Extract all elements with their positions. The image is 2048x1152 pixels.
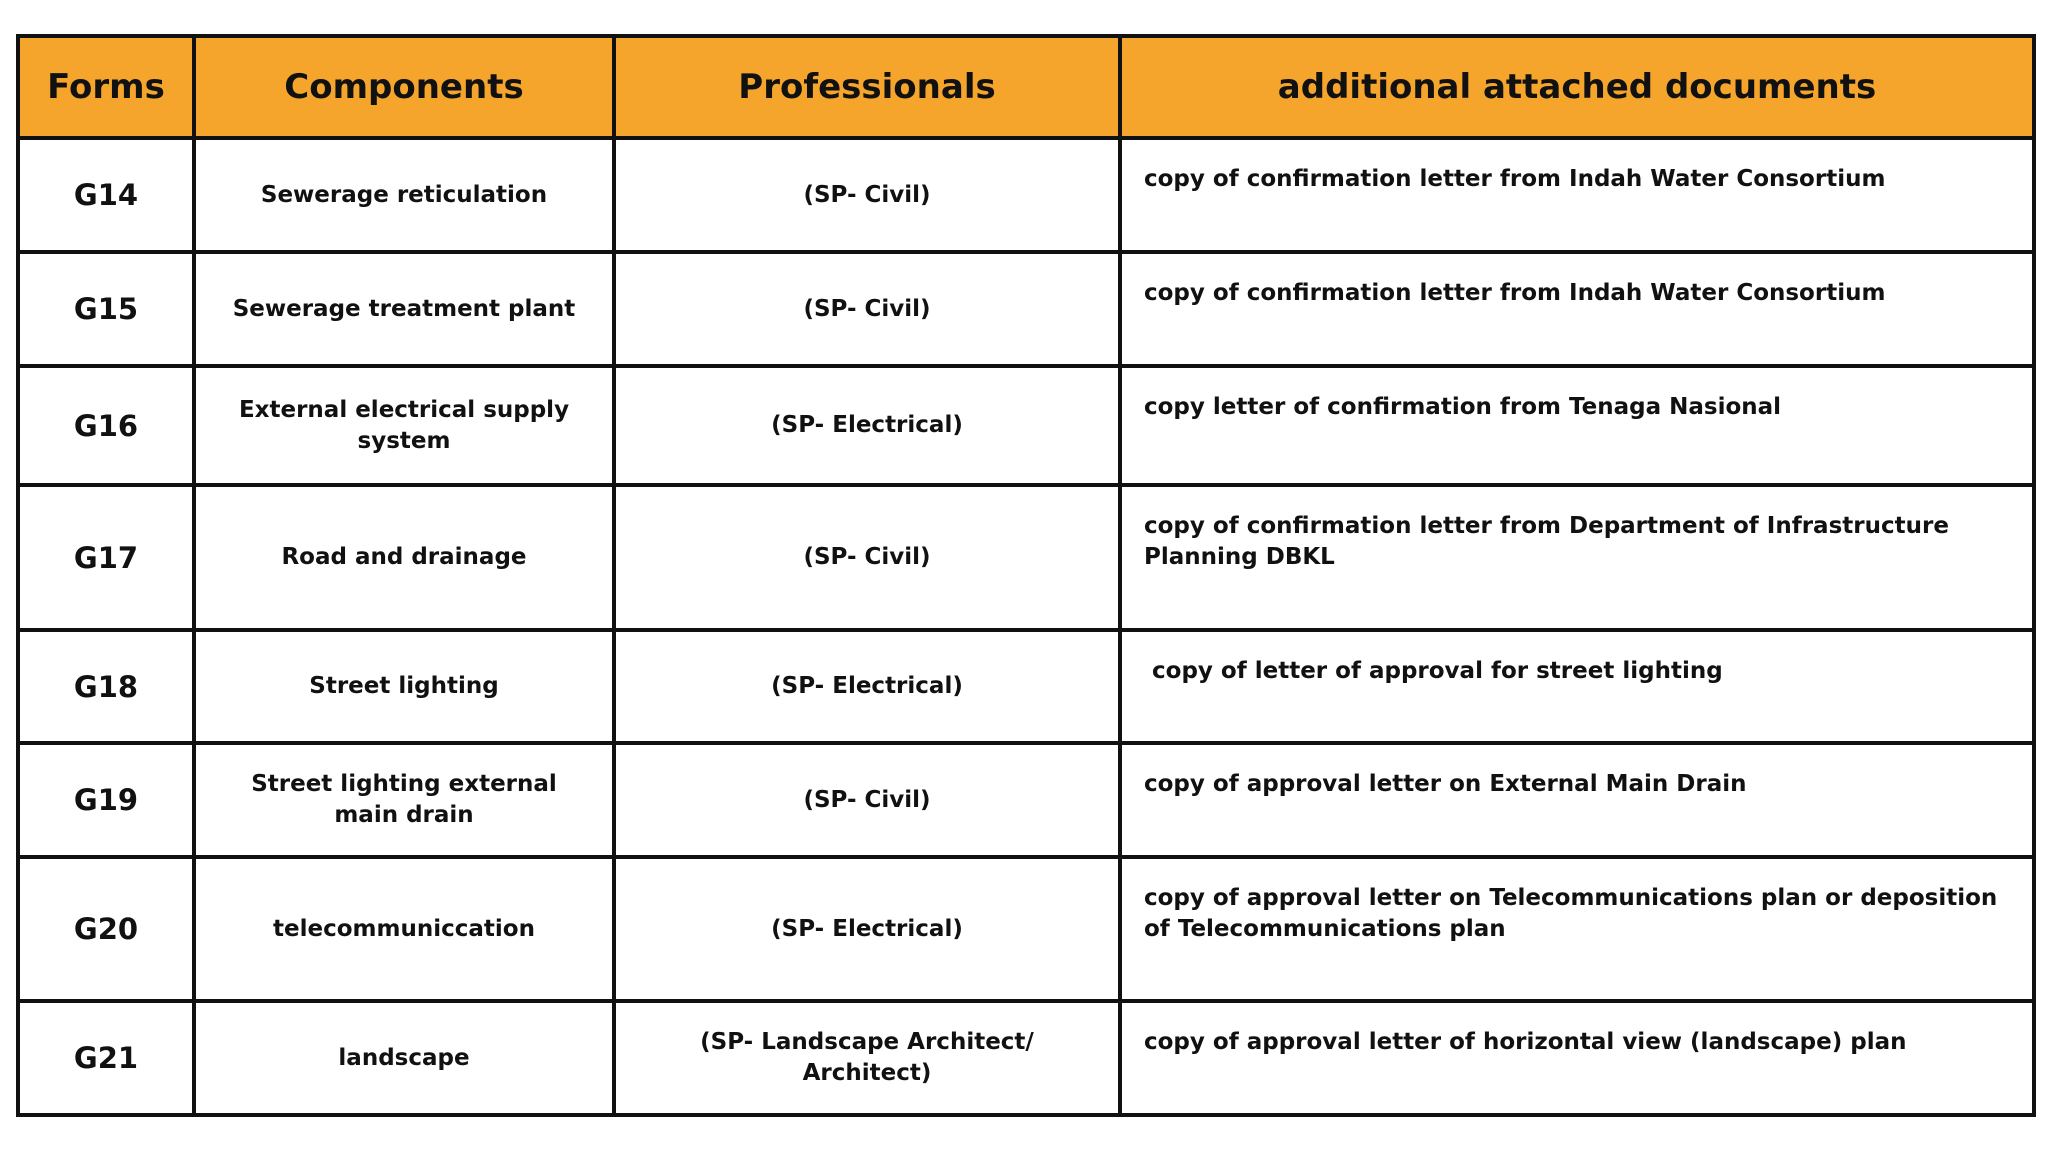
document-cell: copy of confirmation letter from Indah Water Consortium [1120,138,2034,252]
header-row [18,36,2034,138]
component-cell: External electrical supply system [194,366,614,485]
table-header [18,36,2034,138]
form-code-cell: G19 [18,743,194,857]
document-cell: copy of confirmation letter from Department of Infrastructure Planning DBKL [1120,485,2034,630]
table-row [18,485,2034,630]
table-row [18,252,2034,366]
document-cell: copy of approval letter on Telecommunications plan or deposition of Telecommunications plan [1120,857,2034,1001]
component-cell: telecommuniccation [194,857,614,1001]
professional-cell: (SP- Civil) [614,252,1120,366]
professional-cell: (SP- Electrical) [614,630,1120,743]
form-code-cell: G18 [18,630,194,743]
table-row [18,138,2034,252]
table-row [18,743,2034,857]
form-code-cell: G14 [18,138,194,252]
header-forms: Forms [18,36,194,138]
table-row [18,630,2034,743]
document-cell: copy of confirmation letter from Indah Water Consortium [1120,252,2034,366]
document-cell: copy of approval letter of horizontal view (landscape) plan [1120,1001,2034,1115]
professional-cell: (SP- Civil) [614,743,1120,857]
component-cell: Sewerage treatment plant [194,252,614,366]
document-cell: copy letter of confirmation from Tenaga Nasional [1120,366,2034,485]
form-code-cell: G21 [18,1001,194,1115]
form-code-cell: G17 [18,485,194,630]
professional-cell: (SP- Landscape Architect/ Architect) [614,1001,1120,1115]
header-professionals: Professionals [614,36,1120,138]
component-cell: Road and drainage [194,485,614,630]
form-code-cell: G20 [18,857,194,1001]
professional-cell: (SP- Civil) [614,138,1120,252]
component-cell: Street lighting external main drain [194,743,614,857]
component-cell: Sewerage reticulation [194,138,614,252]
professional-cell: (SP- Electrical) [614,366,1120,485]
table-row [18,1001,2034,1115]
component-cell: landscape [194,1001,614,1115]
document-cell: copy of letter of approval for street lighting [1120,630,2034,743]
header-components: Components [194,36,614,138]
table-row [18,857,2034,1001]
table-row [18,366,2034,485]
form-code-cell: G15 [18,252,194,366]
table-body [18,138,2034,1115]
form-code-cell: G16 [18,366,194,485]
header-documents: additional attached documents [1120,36,2034,138]
forms-table [16,34,2036,1117]
document-cell: copy of approval letter on External Main Drain [1120,743,2034,857]
professional-cell: (SP- Civil) [614,485,1120,630]
component-cell: Street lighting [194,630,614,743]
professional-cell: (SP- Electrical) [614,857,1120,1001]
